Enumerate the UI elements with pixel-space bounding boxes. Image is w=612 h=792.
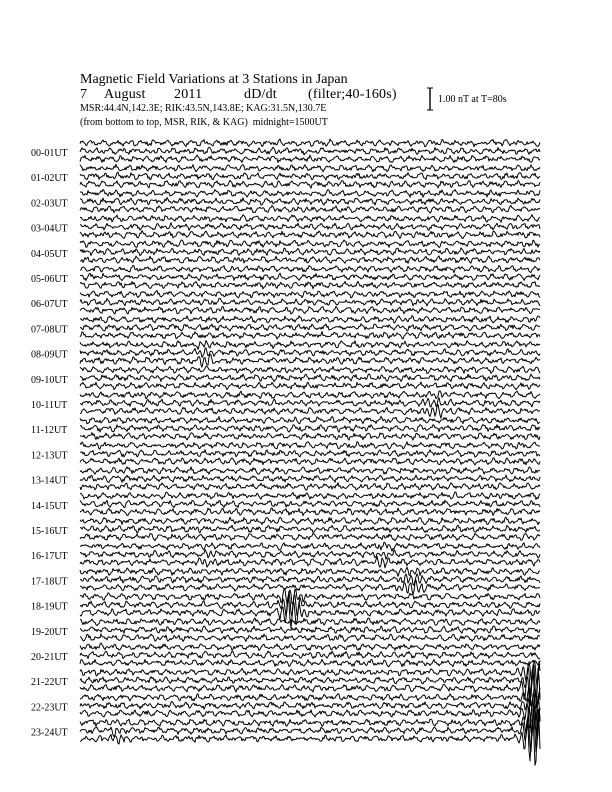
- trace-row-06-07UT: [80, 291, 540, 315]
- trace-row-17-18UT: [80, 567, 540, 594]
- trace-RIK-00-01UT: [80, 147, 540, 155]
- trace-MSR-02-03UT: [80, 205, 540, 213]
- trace-rows: [80, 139, 540, 765]
- trace-KAG-10-11UT: [80, 391, 540, 399]
- trace-RIK-03-04UT: [80, 223, 540, 231]
- trace-KAG-01-02UT: [80, 164, 540, 172]
- hour-label-05-06UT: 05-06UT: [31, 274, 68, 285]
- trace-MSR-08-09UT: [80, 354, 540, 367]
- trace-KAG-09-10UT: [80, 366, 540, 373]
- hour-labels: [31, 148, 68, 739]
- trace-MSR-03-04UT: [80, 231, 540, 239]
- date-year: 2011: [174, 87, 203, 102]
- trace-MSR-10-11UT: [80, 405, 540, 419]
- trace-RIK-06-07UT: [80, 298, 540, 306]
- hour-label-03-04UT: 03-04UT: [31, 223, 68, 235]
- trace-row-07-08UT: [80, 316, 540, 340]
- trace-row-10-11UT: [80, 391, 540, 418]
- trace-row-13-14UT: [80, 467, 540, 490]
- trace-RIK-04-05UT: [80, 248, 540, 256]
- trace-KAG-07-08UT: [80, 316, 540, 323]
- trace-KAG-17-18UT: [80, 567, 540, 576]
- trace-row-08-09UT: [80, 340, 540, 367]
- trace-MSR-09-10UT: [80, 382, 540, 390]
- trace-KAG-12-13UT: [80, 442, 540, 449]
- trace-RIK-14-15UT: [80, 500, 540, 507]
- trace-KAG-08-09UT: [80, 340, 540, 349]
- trace-row-03-04UT: [80, 215, 540, 239]
- trace-RIK-07-08UT: [80, 324, 540, 331]
- trace-row-05-06UT: [80, 265, 540, 288]
- hour-label-22-23UT: 22-23UT: [31, 702, 68, 714]
- hour-label-09-10UT: 09-10UT: [31, 374, 68, 386]
- trace-KAG-06-07UT: [80, 291, 540, 298]
- trace-KAG-00-01UT: [80, 139, 540, 147]
- trace-MSR-05-06UT: [80, 281, 540, 288]
- hour-label-01-02UT: 01-02UT: [31, 173, 68, 185]
- trace-RIK-19-20UT: [80, 626, 540, 633]
- hour-label-08-09UT: 08-09UT: [31, 349, 68, 361]
- trace-KAG-16-17UT: [80, 542, 540, 551]
- trace-MSR-14-15UT: [80, 508, 540, 516]
- trace-row-15-16UT: [80, 517, 540, 541]
- hour-label-17-18UT: 17-18UT: [31, 576, 68, 588]
- trace-RIK-17-18UT: [80, 574, 540, 585]
- trace-row-04-05UT: [80, 240, 540, 263]
- trace-RIK-16-17UT: [80, 550, 540, 560]
- trace-row-19-20UT: [80, 618, 540, 641]
- trace-MSR-13-14UT: [80, 483, 540, 491]
- trace-RIK-13-14UT: [80, 475, 540, 482]
- trace-KAG-15-16UT: [80, 517, 540, 525]
- hour-label-07-08UT: 07-08UT: [31, 324, 68, 336]
- trace-MSR-18-19UT: [80, 596, 540, 628]
- hour-label-20-21UT: 20-21UT: [31, 652, 68, 663]
- trace-MSR-19-20UT: [80, 634, 540, 642]
- hour-label-06-07UT: 06-07UT: [31, 299, 68, 311]
- hour-label-15-16UT: 15-16UT: [31, 526, 68, 537]
- trace-row-11-12UT: [80, 416, 540, 440]
- hour-label-21-22UT: 21-22UT: [31, 677, 68, 689]
- hour-label-12-13UT: 12-13UT: [31, 450, 68, 462]
- order-label: (from bottom to top, MSR, RIK, & KAG): [80, 117, 248, 128]
- trace-RIK-02-03UT: [80, 198, 540, 206]
- trace-MSR-22-23UT: [80, 696, 540, 729]
- trace-MSR-06-07UT: [80, 306, 540, 314]
- trace-RIK-09-10UT: [80, 374, 540, 382]
- hour-label-04-05UT: 04-05UT: [31, 248, 68, 260]
- trace-KAG-04-05UT: [80, 240, 540, 247]
- trace-row-01-02UT: [80, 164, 540, 188]
- chart-title: Magnetic Field Variations at 3 Stations in Japan: [80, 72, 348, 87]
- trace-MSR-16-17UT: [80, 556, 540, 568]
- trace-KAG-19-20UT: [80, 618, 540, 626]
- trace-KAG-13-14UT: [80, 467, 540, 474]
- trace-row-00-01UT: [80, 139, 540, 162]
- trace-MSR-11-12UT: [80, 433, 540, 441]
- trace-row-12-13UT: [80, 442, 540, 465]
- hour-label-11-12UT: 11-12UT: [31, 425, 68, 437]
- hour-label-18-19UT: 18-19UT: [31, 601, 68, 613]
- trace-KAG-05-06UT: [80, 265, 540, 272]
- scale-bar-label: 1.00 nT at T=80s: [438, 94, 507, 105]
- hour-label-14-15UT: 14-15UT: [31, 500, 68, 512]
- trace-KAG-20-21UT: [80, 643, 540, 651]
- trace-RIK-10-11UT: [80, 398, 540, 407]
- trace-KAG-11-12UT: [80, 416, 540, 423]
- trace-KAG-02-03UT: [80, 189, 540, 197]
- trace-RIK-20-21UT: [80, 651, 540, 659]
- trace-row-23-24UT: [80, 706, 540, 765]
- trace-row-21-22UT: [80, 660, 540, 709]
- date-day: 7: [80, 87, 88, 102]
- trace-MSR-04-05UT: [80, 256, 540, 263]
- hour-label-16-17UT: 16-17UT: [31, 551, 68, 563]
- trace-MSR-20-21UT: [80, 659, 540, 666]
- trace-RIK-01-02UT: [80, 172, 540, 180]
- trace-KAG-18-19UT: [80, 589, 540, 604]
- trace-MSR-01-02UT: [80, 180, 540, 188]
- quantity-label: dD/dt: [244, 87, 277, 102]
- hour-label-23-24UT: 23-24UT: [31, 727, 68, 739]
- trace-KAG-03-04UT: [80, 215, 540, 223]
- trace-MSR-07-08UT: [80, 332, 540, 340]
- midnight-label: midnight=1500UT: [252, 117, 328, 128]
- trace-MSR-23-24UT: [80, 709, 540, 765]
- trace-MSR-15-16UT: [80, 533, 540, 540]
- stations-label: MSR:44.4N,142.3E; RIK:43.5N,143.8E; KAG:31.5N,130.7E: [80, 103, 327, 114]
- hour-label-02-03UT: 02-03UT: [31, 198, 68, 210]
- trace-RIK-11-12UT: [80, 424, 540, 432]
- trace-row-09-10UT: [80, 366, 540, 389]
- hour-label-13-14UT: 13-14UT: [31, 475, 68, 487]
- trace-row-02-03UT: [80, 189, 540, 213]
- hour-label-10-11UT: 10-11UT: [31, 400, 68, 411]
- trace-row-20-21UT: [80, 643, 540, 667]
- trace-KAG-14-15UT: [80, 492, 540, 499]
- trace-row-14-15UT: [80, 492, 540, 516]
- trace-RIK-12-13UT: [80, 450, 540, 457]
- date-month: August: [104, 87, 146, 102]
- trace-row-16-17UT: [80, 542, 540, 568]
- trace-MSR-00-01UT: [80, 155, 540, 162]
- hour-label-00-01UT: 00-01UT: [31, 148, 68, 159]
- trace-RIK-05-06UT: [80, 273, 540, 281]
- hour-label-19-20UT: 19-20UT: [31, 626, 68, 638]
- scale-bar: [427, 88, 433, 110]
- trace-MSR-17-18UT: [80, 580, 540, 594]
- trace-RIK-15-16UT: [80, 525, 540, 533]
- trace-MSR-12-13UT: [80, 458, 540, 465]
- filter-label: (filter;40-160s): [308, 87, 397, 102]
- trace-RIK-08-09UT: [80, 348, 540, 358]
